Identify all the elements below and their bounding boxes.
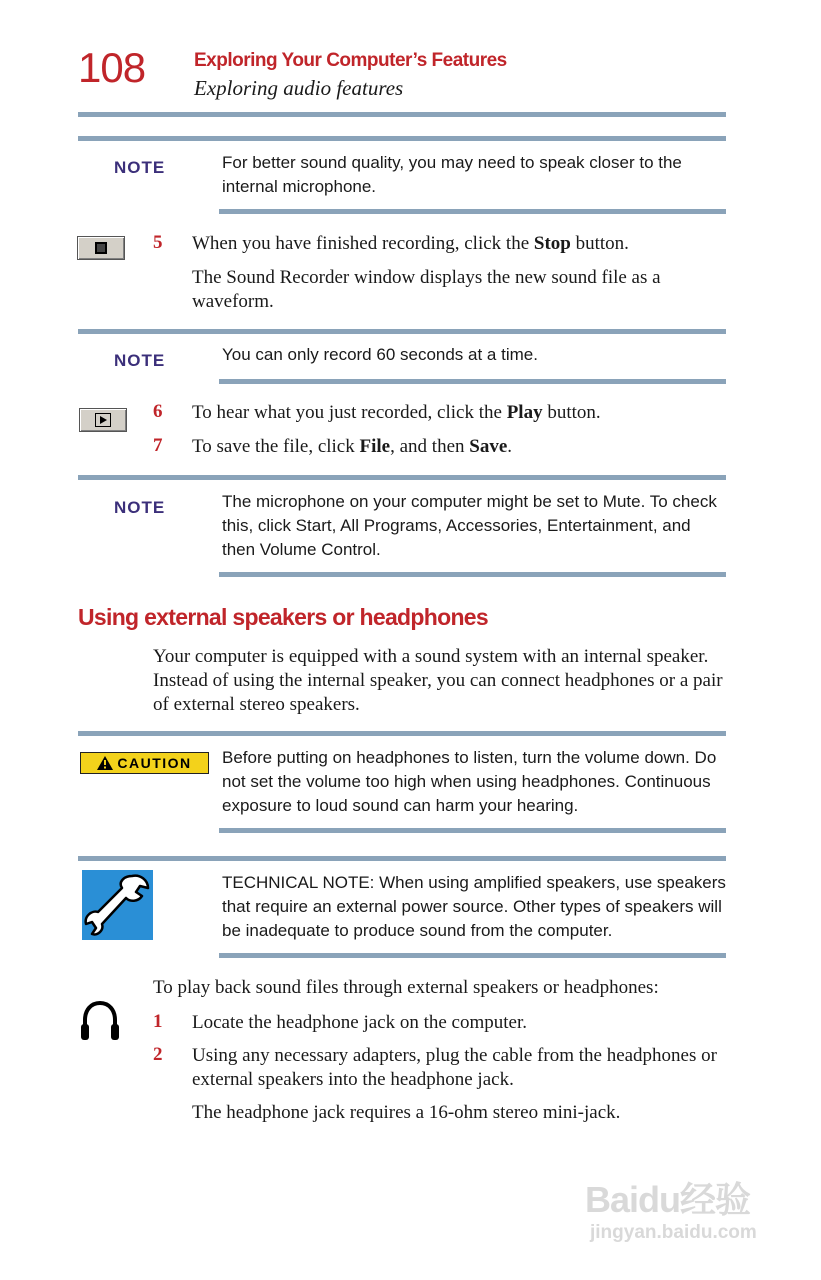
- caution-text: Before putting on headphones to listen, turn the volume down. Do not set the volume too high when using headphones. Continuous exposure to loud sound can harm your hearing.: [222, 748, 717, 815]
- note-top-rule: [78, 475, 726, 480]
- section-subtitle: Exploring audio features: [194, 76, 404, 100]
- caution-top-rule: [78, 731, 726, 736]
- tech-note-top-rule: [78, 856, 726, 861]
- note-bottom-rule: [219, 209, 726, 214]
- note-bottom-rule: [219, 572, 726, 577]
- note-text: The microphone on your computer might be set to Mute. To check this, click Start, All Programs, Accessories, Entertainment, and then Volume Control.: [222, 492, 717, 559]
- note-label: NOTE: [114, 351, 166, 370]
- step-text: To hear what you just recorded, click the Play button.: [192, 402, 601, 423]
- play-button-icon: [79, 408, 127, 432]
- step-number: 1: [153, 1011, 163, 1032]
- step-text: When you have finished recording, click the Stop button.: [192, 233, 629, 254]
- tech-note-bottom-rule: [219, 953, 726, 958]
- step-number: 6: [153, 401, 163, 422]
- stop-button-icon: [77, 236, 125, 260]
- header-rule: [78, 112, 726, 117]
- step-followup: The headphone jack requires a 16-ohm stereo mini-jack.: [192, 1102, 621, 1123]
- step-text: To save the file, click File, and then Save.: [192, 436, 513, 457]
- note-top-rule: [78, 136, 726, 141]
- playback-intro: To play back sound files through external speakers or headphones:: [153, 977, 659, 998]
- headphones-icon: [79, 998, 121, 1047]
- step-text: Locate the headphone jack on the computer.: [192, 1012, 528, 1033]
- watermark-url: jingyan.baidu.com: [590, 1222, 757, 1243]
- step-number: 5: [153, 232, 163, 253]
- step-followup: The Sound Recorder window displays the new sound file as a waveform.: [192, 267, 661, 312]
- note-text: You can only record 60 seconds at a time.: [222, 345, 538, 364]
- section-heading: Using external speakers or headphones: [78, 604, 488, 630]
- watermark-logo: Baidu经验: [585, 1179, 751, 1220]
- note-bottom-rule: [219, 379, 726, 384]
- step-text: Using any necessary adapters, plug the cable from the headphones or external speakers into the headphone jack.: [192, 1045, 717, 1090]
- note-label: NOTE: [114, 158, 166, 177]
- step-number: 2: [153, 1044, 163, 1065]
- note-label: NOTE: [114, 498, 166, 517]
- page-number: 108: [78, 44, 146, 91]
- warning-icon: [97, 756, 113, 770]
- step-number: 7: [153, 435, 163, 456]
- note-top-rule: [78, 329, 726, 334]
- note-text: For better sound quality, you may need to speak closer to the internal microphone.: [222, 153, 682, 196]
- caution-badge: CAUTION: [80, 752, 209, 774]
- section-intro: Your computer is equipped with a sound system with an internal speaker. Instead of using the internal speaker, you can connect headphones or a pair of external stereo speakers.: [153, 646, 723, 715]
- chapter-title: Exploring Your Computer’s Features: [194, 50, 507, 71]
- tech-note-text: TECHNICAL NOTE: When using amplified speakers, use speakers that require an external power source. Other types of speakers will be inadequate to produce sound from the computer.: [222, 873, 726, 940]
- wrench-icon: [82, 870, 153, 940]
- caution-bottom-rule: [219, 828, 726, 833]
